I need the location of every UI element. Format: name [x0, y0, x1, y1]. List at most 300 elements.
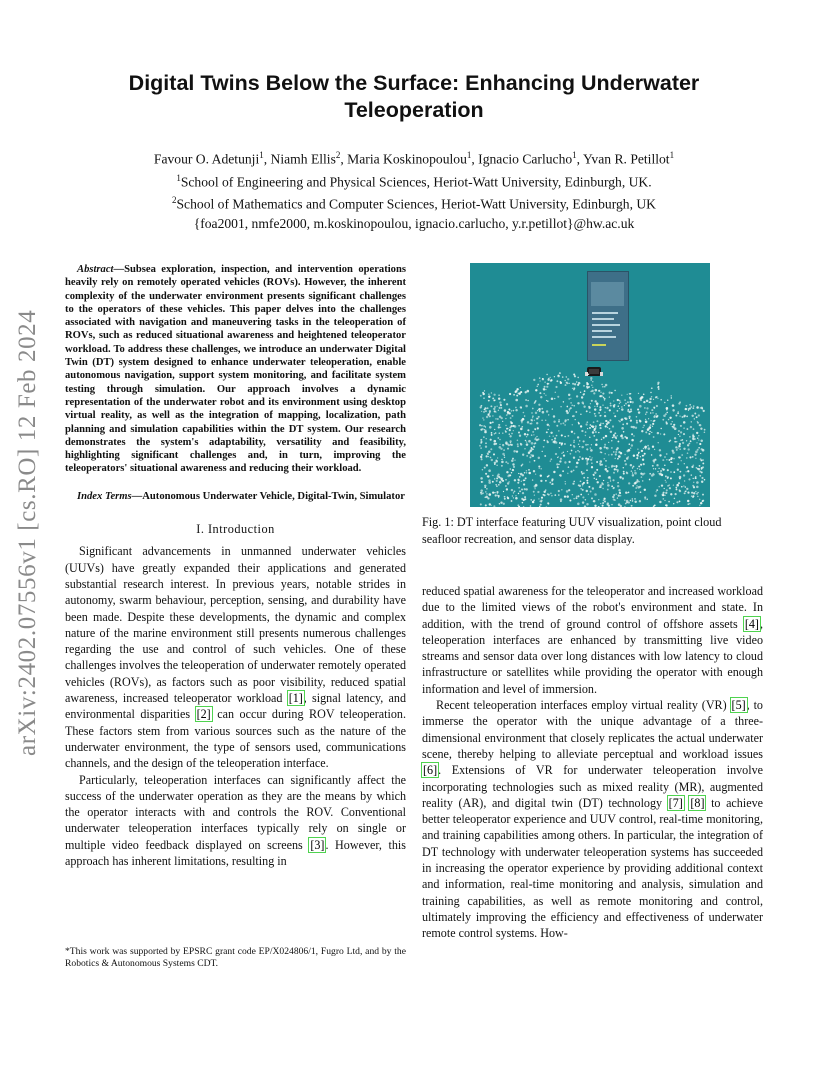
point-cloud-point [637, 408, 639, 410]
point-cloud-point [565, 419, 567, 421]
point-cloud-point [658, 442, 659, 443]
point-cloud-point [586, 490, 588, 492]
citation-link[interactable]: [5] [731, 698, 746, 713]
point-cloud-point [602, 386, 604, 388]
point-cloud-point [683, 448, 685, 450]
point-cloud-point [597, 405, 598, 406]
point-cloud-point [687, 444, 689, 446]
author-sup: 1 [259, 150, 264, 160]
point-cloud-point [626, 423, 628, 425]
point-cloud-point [606, 424, 608, 426]
point-cloud-point [610, 405, 612, 407]
point-cloud-point [656, 489, 658, 491]
point-cloud-point [601, 384, 602, 385]
point-cloud-point [699, 475, 701, 477]
point-cloud-point [613, 465, 615, 467]
point-cloud-point [703, 410, 705, 412]
point-cloud-point [673, 424, 675, 426]
point-cloud-point [539, 408, 541, 410]
point-cloud-point [675, 487, 677, 489]
author-names: Favour O. Adetunji$^1$, Niamh Ellis$^2$, Maria Koskinopoulou$^1$, Ignacio Carlucho$^1$, Yvan R. Petillot$^1$ [153, 150, 675, 167]
point-cloud-point [687, 452, 689, 454]
point-cloud-point [653, 505, 655, 507]
point-cloud-point [502, 444, 503, 445]
point-cloud-point [547, 475, 549, 477]
point-cloud-point [562, 376, 564, 378]
point-cloud-point [558, 464, 559, 465]
point-cloud-point [503, 449, 505, 451]
point-cloud-point [555, 386, 557, 388]
point-cloud-point [490, 457, 492, 459]
point-cloud-point [502, 432, 503, 433]
point-cloud-point [598, 506, 600, 507]
point-cloud-point [670, 477, 672, 479]
point-cloud-point [700, 502, 702, 504]
point-cloud-point [494, 433, 496, 435]
point-cloud-point [599, 409, 601, 411]
point-cloud-point [517, 443, 519, 445]
point-cloud-point [563, 451, 565, 453]
point-cloud-point [681, 486, 683, 488]
point-cloud-point [513, 466, 515, 468]
point-cloud-point [535, 442, 537, 444]
point-cloud-point [671, 421, 672, 422]
point-cloud-point [534, 428, 536, 430]
point-cloud-point [615, 438, 616, 439]
point-cloud-point [533, 470, 535, 472]
point-cloud-point [531, 448, 533, 450]
citation-link[interactable]: [8] [690, 795, 705, 810]
point-cloud-point [508, 474, 509, 475]
point-cloud-point [602, 404, 604, 406]
point-cloud-point [515, 497, 518, 500]
point-cloud-point [604, 446, 606, 448]
point-cloud-point [524, 415, 526, 417]
point-cloud-point [513, 410, 515, 412]
point-cloud-point [573, 481, 575, 483]
point-cloud-point [672, 409, 674, 411]
point-cloud-point [501, 461, 504, 464]
point-cloud-point [678, 463, 679, 464]
point-cloud-point [652, 412, 653, 413]
point-cloud-point [481, 481, 483, 483]
point-cloud-point [589, 412, 590, 413]
point-cloud-point [602, 502, 604, 504]
point-cloud-point [519, 476, 521, 478]
point-cloud-point [553, 415, 555, 417]
point-cloud-point [500, 479, 502, 481]
point-cloud-point [579, 451, 581, 453]
point-cloud-point [670, 423, 672, 425]
point-cloud-point [568, 394, 570, 396]
point-cloud-point [480, 447, 482, 449]
point-cloud-point [595, 415, 597, 417]
point-cloud-point [612, 488, 614, 490]
point-cloud-point [599, 395, 601, 397]
point-cloud-point [607, 482, 608, 483]
point-cloud-point [671, 395, 672, 396]
point-cloud-point [545, 389, 546, 390]
point-cloud-point [534, 488, 535, 489]
point-cloud-point [631, 505, 633, 507]
point-cloud-point [594, 505, 596, 507]
point-cloud-point [634, 501, 636, 503]
point-cloud-point [594, 406, 595, 407]
point-cloud-point [596, 402, 599, 405]
point-cloud-point [488, 469, 491, 472]
point-cloud-point [583, 385, 585, 387]
point-cloud-point [578, 459, 580, 461]
point-cloud-point [495, 432, 497, 434]
point-cloud-point [528, 440, 531, 443]
point-cloud-point [537, 427, 539, 429]
point-cloud-point [615, 453, 617, 455]
point-cloud-point [494, 463, 496, 465]
point-cloud-point [702, 500, 704, 502]
point-cloud-point [631, 439, 634, 442]
point-cloud-point [609, 409, 611, 411]
point-cloud-point [633, 466, 635, 468]
point-cloud-point [505, 461, 507, 463]
point-cloud-point [538, 404, 540, 406]
point-cloud-point [592, 457, 593, 458]
point-cloud-point [608, 476, 610, 478]
point-cloud-point [626, 471, 628, 473]
point-cloud-point [492, 481, 494, 483]
point-cloud-point [611, 447, 612, 448]
point-cloud-point [647, 445, 649, 447]
point-cloud-point [540, 380, 541, 381]
point-cloud-point [639, 405, 642, 408]
point-cloud-point [651, 409, 653, 411]
point-cloud-point [536, 436, 537, 437]
point-cloud-point [617, 435, 618, 436]
point-cloud-point [643, 401, 645, 403]
point-cloud-point [596, 469, 598, 471]
point-cloud-point [564, 436, 566, 438]
point-cloud-point [633, 435, 634, 436]
point-cloud-point [540, 396, 542, 398]
point-cloud-point [558, 419, 559, 420]
point-cloud-point [500, 448, 502, 450]
point-cloud-point [587, 458, 589, 460]
author-name: Ignacio Carlucho [478, 151, 573, 167]
point-cloud-point [497, 495, 498, 496]
right-column [422, 583, 763, 942]
point-cloud-point [679, 489, 681, 491]
point-cloud-point [519, 490, 521, 492]
point-cloud-point [678, 457, 679, 458]
point-cloud-seafloor [470, 263, 710, 507]
point-cloud-point [542, 451, 543, 452]
right-paragraph-1 [422, 583, 763, 697]
point-cloud-point [480, 456, 482, 458]
point-cloud-point [605, 435, 607, 437]
point-cloud-point [488, 456, 489, 457]
point-cloud-point [495, 418, 496, 419]
point-cloud-point [605, 420, 607, 422]
point-cloud-point [672, 451, 675, 454]
point-cloud-point [488, 451, 491, 454]
point-cloud-point [604, 386, 606, 388]
point-cloud-point [652, 465, 654, 467]
point-cloud-point [487, 407, 489, 409]
point-cloud-point [524, 488, 526, 490]
point-cloud-point [627, 394, 628, 395]
point-cloud-point [485, 426, 486, 427]
point-cloud-point [628, 416, 630, 418]
point-cloud-point [485, 442, 487, 444]
point-cloud-point [673, 503, 674, 504]
point-cloud-point [556, 463, 558, 465]
point-cloud-point [676, 501, 678, 503]
point-cloud-point [485, 504, 487, 506]
point-cloud-point [653, 406, 655, 408]
point-cloud-point [531, 434, 533, 436]
text-run: Particularly, teleoperation interfaces can significantly affect the success of the underwater operation as they are the means by which the operator interacts with and controls the ROV. Conventional underwater teleoperation interfaces typically rely on single or multiple video feedback displayed on screens [65, 772, 406, 852]
point-cloud-point [680, 471, 682, 473]
point-cloud-point [651, 454, 652, 455]
point-cloud-point [483, 393, 485, 395]
point-cloud-point [554, 440, 556, 442]
point-cloud-point [551, 397, 554, 400]
point-cloud-point [682, 439, 684, 441]
point-cloud-point [637, 468, 638, 469]
point-cloud-point [647, 428, 649, 430]
point-cloud-point [664, 402, 666, 404]
point-cloud-point [634, 482, 636, 484]
point-cloud-point [509, 426, 511, 428]
point-cloud-point [695, 491, 696, 492]
point-cloud-point [547, 400, 549, 402]
point-cloud-point [693, 482, 694, 483]
point-cloud-point [512, 469, 514, 471]
point-cloud-point [696, 493, 698, 495]
point-cloud-point [636, 457, 638, 459]
point-cloud-point [559, 442, 561, 444]
point-cloud-point [654, 449, 655, 450]
point-cloud-point [581, 396, 583, 398]
point-cloud-point [567, 419, 569, 421]
point-cloud-point [659, 501, 661, 503]
point-cloud-point [649, 401, 651, 403]
point-cloud-point [580, 488, 582, 490]
point-cloud-point [576, 462, 579, 465]
citation-link[interactable]: [4] [744, 616, 759, 631]
point-cloud-point [595, 425, 597, 427]
point-cloud-point [600, 392, 601, 393]
point-cloud-point [678, 482, 680, 484]
point-cloud-point [640, 491, 642, 493]
point-cloud-point [604, 400, 605, 401]
point-cloud-point [617, 471, 618, 472]
point-cloud-point [521, 419, 523, 421]
point-cloud-point [617, 497, 618, 498]
citation-link[interactable]: [7] [668, 795, 683, 810]
point-cloud-point [640, 456, 641, 457]
point-cloud-point [498, 394, 500, 396]
point-cloud-point [562, 422, 564, 424]
point-cloud-point [645, 419, 646, 420]
point-cloud-point [594, 493, 597, 496]
point-cloud-point [546, 374, 547, 375]
point-cloud-point [673, 471, 675, 473]
point-cloud-point [613, 436, 615, 438]
point-cloud-point [498, 424, 500, 426]
point-cloud-point [607, 489, 609, 491]
point-cloud-point [604, 444, 606, 446]
point-cloud-point [620, 495, 622, 497]
point-cloud-point [487, 414, 489, 416]
point-cloud-point [483, 398, 484, 399]
point-cloud-point [545, 489, 546, 490]
point-cloud-point [599, 406, 601, 408]
point-cloud-point [676, 449, 678, 451]
citation-link[interactable]: [3] [310, 837, 325, 852]
point-cloud-point [624, 499, 625, 500]
point-cloud-point [657, 398, 658, 399]
point-cloud-point [506, 414, 508, 416]
affiliation-sup: 2 [172, 195, 177, 206]
point-cloud-point [581, 430, 583, 432]
point-cloud-point [696, 486, 699, 489]
affiliation-2 [70, 191, 758, 214]
point-cloud-point [572, 494, 573, 495]
point-cloud-point [623, 467, 624, 468]
point-cloud-point [494, 429, 495, 430]
point-cloud-point [696, 416, 698, 418]
point-cloud-point [548, 414, 549, 415]
point-cloud-point [537, 491, 539, 493]
point-cloud-point [605, 460, 606, 461]
point-cloud-point [699, 443, 701, 445]
point-cloud-point [599, 424, 601, 426]
point-cloud-point [503, 491, 504, 492]
point-cloud-point [539, 377, 540, 378]
point-cloud-point [541, 408, 543, 410]
point-cloud-point [513, 492, 514, 493]
abstract-label: Abstract [77, 264, 114, 275]
point-cloud-point [645, 446, 647, 448]
point-cloud-point [618, 405, 619, 406]
point-cloud-point [655, 396, 657, 398]
point-cloud-point [577, 377, 579, 379]
point-cloud-point [504, 457, 505, 458]
citation-link[interactable]: [2] [196, 707, 211, 722]
point-cloud-point [582, 402, 584, 404]
point-cloud-point [585, 431, 587, 433]
point-cloud-point [554, 398, 555, 399]
point-cloud-point [640, 464, 642, 466]
point-cloud-point [593, 435, 595, 437]
point-cloud-point [624, 405, 625, 406]
point-cloud-point [588, 407, 590, 409]
point-cloud-point [653, 399, 654, 400]
point-cloud-point [611, 440, 612, 441]
point-cloud-point [658, 468, 659, 469]
point-cloud-point [613, 451, 614, 452]
point-cloud-point [545, 419, 547, 421]
point-cloud-point [527, 429, 529, 431]
point-cloud-point [653, 436, 655, 438]
point-cloud-point [541, 419, 543, 421]
point-cloud-point [606, 447, 609, 450]
abstract [65, 263, 406, 476]
point-cloud-point [621, 395, 622, 396]
point-cloud-point [503, 503, 505, 505]
point-cloud-point [495, 494, 497, 496]
point-cloud-point [505, 479, 507, 481]
point-cloud-point [504, 498, 506, 500]
point-cloud-point [540, 475, 542, 477]
point-cloud-point [604, 501, 606, 503]
point-cloud-point [483, 436, 484, 437]
point-cloud-point [515, 407, 517, 409]
point-cloud-point [586, 410, 588, 412]
citation-link[interactable]: [1] [288, 691, 303, 706]
point-cloud-point [625, 492, 627, 494]
point-cloud-point [565, 483, 566, 484]
point-cloud-point [511, 433, 513, 435]
point-cloud-point [507, 482, 509, 484]
point-cloud-point [526, 441, 527, 442]
point-cloud-point [667, 399, 668, 400]
point-cloud-point [502, 421, 503, 422]
point-cloud-point [701, 481, 703, 483]
point-cloud-point [583, 440, 585, 442]
point-cloud-point [586, 421, 588, 423]
point-cloud-point [485, 473, 487, 475]
point-cloud-point [608, 467, 609, 468]
point-cloud-point [627, 401, 629, 403]
point-cloud-point [560, 458, 562, 460]
point-cloud-point [666, 489, 668, 491]
point-cloud-point [667, 469, 669, 471]
citation-link[interactable]: [6] [423, 763, 438, 778]
point-cloud-point [574, 375, 576, 377]
point-cloud-point [560, 406, 562, 408]
point-cloud-point [493, 408, 495, 410]
point-cloud-point [686, 440, 687, 441]
point-cloud-point [693, 486, 695, 488]
point-cloud-point [556, 380, 558, 382]
point-cloud-point [621, 406, 622, 407]
point-cloud-point [689, 404, 691, 406]
point-cloud-point [514, 425, 517, 428]
point-cloud-point [564, 495, 566, 497]
point-cloud-point [489, 426, 492, 429]
point-cloud-point [692, 464, 694, 466]
point-cloud-point [509, 393, 511, 395]
point-cloud-point [629, 443, 631, 445]
point-cloud-point [583, 472, 585, 474]
point-cloud-point [692, 407, 694, 409]
point-cloud-point [692, 456, 694, 458]
point-cloud-point [588, 494, 589, 495]
point-cloud-point [486, 464, 488, 466]
point-cloud-point [527, 390, 530, 393]
point-cloud-point [671, 397, 672, 398]
point-cloud-point [480, 503, 482, 505]
point-cloud-point [590, 403, 591, 404]
point-cloud-point [491, 434, 493, 436]
point-cloud-point [485, 491, 487, 493]
point-cloud-point [522, 454, 524, 456]
point-cloud-point [691, 474, 692, 475]
point-cloud-point [617, 458, 619, 460]
point-cloud-point [582, 485, 583, 486]
point-cloud-point [644, 407, 645, 408]
